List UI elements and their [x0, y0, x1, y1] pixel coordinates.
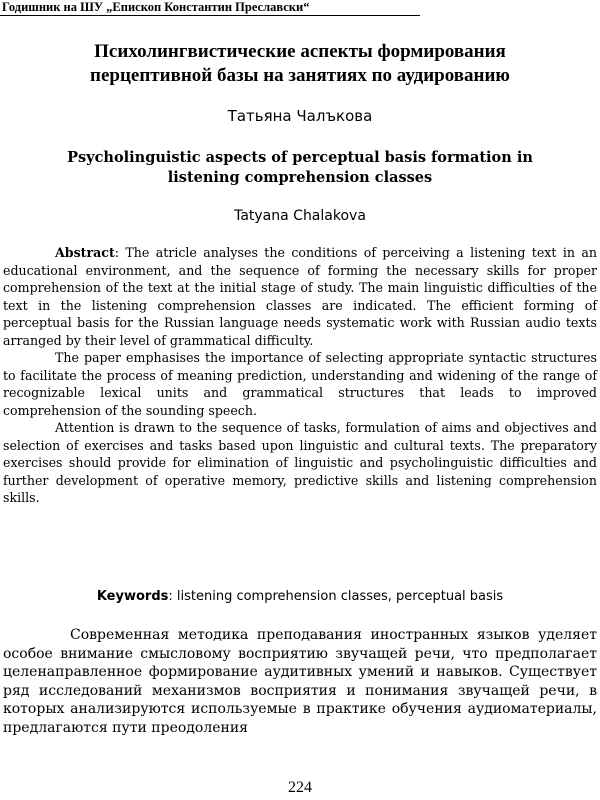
keywords-label: Keywords	[96, 589, 169, 604]
page-number: 224	[288, 779, 312, 796]
title-en-line-1: Psycholinguistic aspects of perceptual basis formation in	[67, 149, 533, 166]
keywords-text: : listening comprehension classes, perceptual basis	[168, 589, 504, 604]
keywords	[0, 588, 600, 606]
author-en: Tatyana Chalakova	[234, 208, 366, 224]
title-ru	[0, 40, 600, 88]
title-ru-line-1: Психолингвистические аспекты формирования	[94, 41, 506, 62]
abstract-paragraph-2: The paper emphasises the importance of selecting appropriate syntactic structures to facilitate the process of meaning prediction, understanding and widening of the range of recognizable lexical units and grammatical structures that leads to improved comprehension of the sounding speech.	[3, 350, 597, 418]
header-rule	[0, 15, 420, 16]
title-en	[0, 148, 600, 188]
abstract-paragraph-1-text: : The atricle analyses the conditions of perceiving a listening text in an educational environment, and the sequence of forming the necessary skills for proper comprehension of the text at the initial stage of study. The main linguistic difficulties of the text in the listening comprehension classes are indicated. The efficient forming of perceptual basis for the Russian language needs systematic work with Russian audio texts arranged by their level of grammatical difficulty.	[3, 245, 597, 348]
abstract-label: Abstract	[55, 245, 115, 260]
running-header: Годишник на ШУ „Епископ Константин Преславски“	[2, 0, 310, 14]
abstract-paragraph-1	[3, 244, 597, 349]
abstract	[3, 244, 597, 507]
author-ru: Татьяна Чалъкова	[227, 107, 373, 125]
body-ru	[3, 626, 597, 737]
abstract-paragraph-3: Attention is drawn to the sequence of tasks, formulation of aims and objectives and selection of exercises and tasks based upon linguistic and cultural texts. The preparatory exercises should provide for elimination of linguistic and psycholinguistic difficulties and further development of operative memory, predictive skills and listening comprehension skills.	[3, 420, 597, 505]
title-ru-line-2: перцептивной базы на занятиях по аудированию	[90, 65, 510, 86]
title-en-line-2: listening comprehension classes	[167, 169, 433, 186]
body-ru-paragraph-1: Современная методика преподавания иностранных языков уделяет особое внимание смысловому восприятию звучащей речи, что предполагает целенаправленное формирование аудитивных умений и навыков. Существует ряд исследований механизмов восприятия и понимания звучащей речи, в которых анализируются используемые в практике обучения аудиоматериалы, предлагаются пути преодоления	[3, 627, 597, 736]
